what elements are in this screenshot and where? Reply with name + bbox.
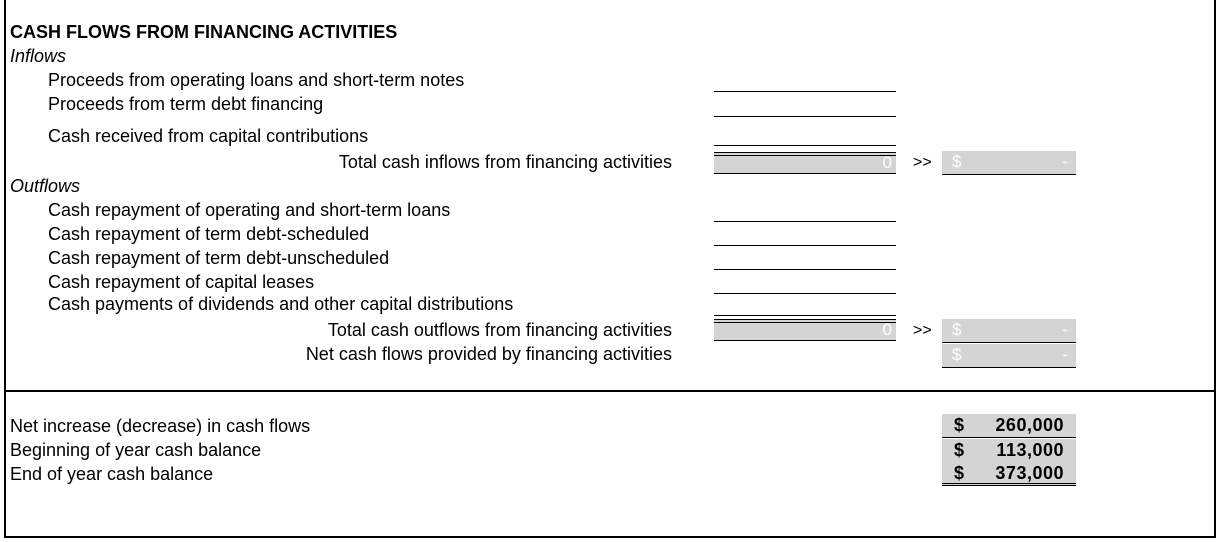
net-financing-symbol: $ bbox=[952, 345, 962, 364]
carried-outflows-value: - bbox=[1062, 320, 1068, 339]
outflow-item-capital-leases: Cash repayment of capital leases bbox=[48, 272, 315, 292]
total-inflows-cell bbox=[714, 152, 896, 174]
net-financing-value: - bbox=[1062, 345, 1068, 364]
inflows-label: Inflows bbox=[10, 46, 67, 66]
total-outflows-cell bbox=[714, 319, 896, 341]
net-change-symbol: $ bbox=[954, 415, 965, 435]
outflow-item-operating-loans: Cash repayment of operating and short-term loans bbox=[48, 200, 451, 220]
inflow-input-term-debt[interactable] bbox=[714, 116, 896, 117]
beginning-balance-symbol: $ bbox=[954, 440, 965, 460]
outflow-input-term-debt-scheduled[interactable] bbox=[714, 245, 896, 246]
inflow-input-capital-contributions[interactable] bbox=[714, 145, 896, 146]
end-balance-value: 373,000 bbox=[995, 463, 1064, 483]
net-change-label: Net increase (decrease) in cash flows bbox=[10, 416, 311, 436]
inflow-item-capital-contributions: Cash received from capital contributions bbox=[48, 126, 369, 146]
total-outflows-label: Total cash outflows from financing activities bbox=[327, 320, 672, 340]
net-change-cell bbox=[942, 414, 1076, 438]
net-financing-cell bbox=[942, 344, 1076, 368]
section-divider bbox=[4, 390, 1216, 392]
beginning-balance-cell bbox=[942, 439, 1076, 463]
inflow-input-operating-loans[interactable] bbox=[714, 91, 896, 92]
section-heading: CASH FLOWS FROM FINANCING ACTIVITIES bbox=[10, 22, 398, 42]
total-inflows-value: 0 bbox=[882, 153, 892, 172]
total-outflows-value: 0 bbox=[882, 320, 892, 339]
outflow-item-term-debt-unscheduled: Cash repayment of term debt-unscheduled bbox=[48, 248, 390, 268]
outflow-input-capital-leases[interactable] bbox=[714, 293, 896, 294]
beginning-balance-label: Beginning of year cash balance bbox=[10, 440, 262, 460]
outflow-item-term-debt-scheduled: Cash repayment of term debt-scheduled bbox=[48, 224, 370, 244]
inflows-arrow: >> bbox=[913, 154, 932, 171]
outflow-input-dividends[interactable] bbox=[714, 315, 896, 316]
end-balance-cell bbox=[942, 462, 1076, 486]
net-change-value: 260,000 bbox=[995, 415, 1064, 435]
beginning-balance-value: 113,000 bbox=[996, 440, 1064, 460]
carried-inflows-symbol: $ bbox=[952, 152, 962, 171]
end-balance-label: End of year cash balance bbox=[10, 464, 214, 484]
outflows-label: Outflows bbox=[10, 176, 81, 196]
carried-outflows-cell bbox=[942, 319, 1076, 343]
carried-inflows-value: - bbox=[1062, 152, 1068, 171]
total-inflows-label: Total cash inflows from financing activities bbox=[338, 152, 672, 172]
carried-inflows-cell bbox=[942, 151, 1076, 175]
inflow-item-operating-loans: Proceeds from operating loans and short-term notes bbox=[48, 70, 465, 90]
end-balance-symbol: $ bbox=[954, 463, 965, 483]
outflow-input-operating-loans[interactable] bbox=[714, 221, 896, 222]
outflows-arrow: >> bbox=[913, 322, 932, 339]
outflow-item-dividends: Cash payments of dividends and other capital distributions bbox=[48, 294, 514, 314]
net-financing-label: Net cash flows provided by financing activities bbox=[305, 344, 672, 364]
carried-outflows-symbol: $ bbox=[952, 320, 962, 339]
inflow-item-term-debt: Proceeds from term debt financing bbox=[48, 94, 324, 114]
outflow-input-term-debt-unscheduled[interactable] bbox=[714, 269, 896, 270]
